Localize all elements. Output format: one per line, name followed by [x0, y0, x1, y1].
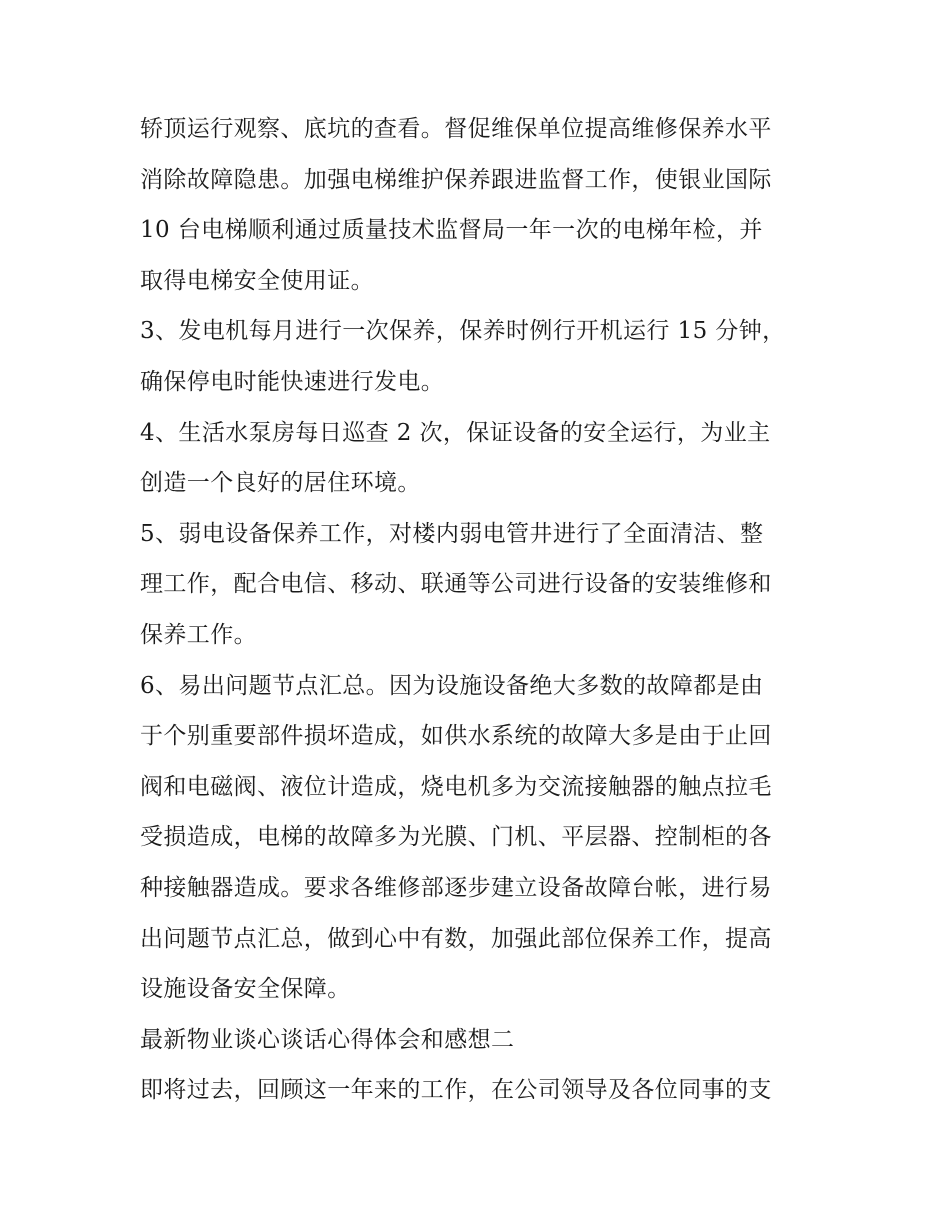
body-text — [140, 104, 830, 1116]
text-line: 确保停电时能快速进行发电。 — [140, 368, 445, 395]
text-line: 轿顶运行观察、底坑的查看。督促维保单位提高维修保养水平 — [140, 116, 772, 142]
text-line: 即将过去，回顾这一年来的工作，在公司领导及各位同事的支 — [140, 1077, 772, 1104]
text-line: 3、发电机每月进行一次保养，保养时例行开机运行 15 分钟， — [140, 318, 786, 345]
text-line: 设施设备安全保障。 — [140, 976, 351, 1003]
text-line: 10 台电梯顺利通过质量技术监督局一年一次的电梯年检，并 — [140, 217, 763, 244]
text-line: 受损造成，电梯的故障多为光膜、门机、平层器、控制柜的各 — [140, 824, 772, 851]
text-line: 理工作，配合电信、移动、联通等公司进行设备的安装维修和 — [140, 571, 772, 598]
text-line: 4、生活水泵房每日巡查 2 次，保证设备的安全运行，为业主 — [140, 419, 771, 446]
text-line: 消除故障隐患。加强电梯维护保养跟进监督工作，使银业国际 — [140, 166, 772, 193]
text-line: 5、弱电设备保养工作，对楼内弱电管井进行了全面清洁、整 — [140, 520, 764, 547]
section-heading: 最新物业谈心谈话心得体会和感想二 — [140, 1026, 515, 1053]
text-line: 创造一个良好的居住环境。 — [140, 470, 421, 497]
text-line: 种接触器造成。要求各维修部逐步建立设备故障台帐，进行易 — [140, 874, 772, 901]
text-line: 于个别重要部件损坏造成，如供水系统的故障大多是由于止回 — [140, 723, 772, 750]
text-line: 保养工作。 — [140, 621, 257, 648]
text-line: 6、易出问题节点汇总。因为设施设备绝大多数的故障都是由 — [140, 672, 764, 699]
text-line: 阀和电磁阀、液位计造成，烧电机多为交流接触器的触点拉毛 — [140, 773, 772, 800]
text-line: 取得电梯安全使用证。 — [140, 267, 374, 294]
text-line: 出问题节点汇总，做到心中有数，加强此部位保养工作，提高 — [140, 925, 772, 952]
